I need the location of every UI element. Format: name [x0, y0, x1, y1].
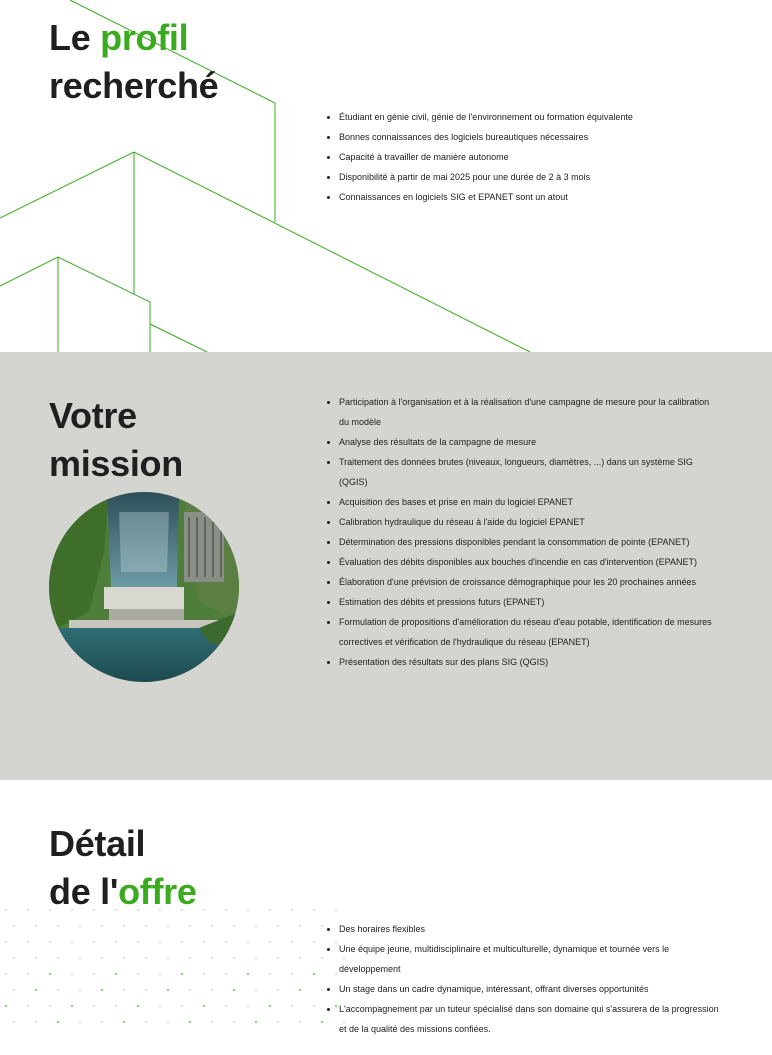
dam-aerial-photo	[49, 492, 239, 682]
decorative-dot	[123, 925, 125, 927]
decorative-dot	[5, 973, 7, 975]
decorative-dot	[299, 925, 301, 927]
decorative-dot	[57, 957, 59, 959]
decorative-dot	[167, 957, 169, 959]
decorative-dot	[123, 957, 125, 959]
mission-list-item: • Calibration hydraulique du réseau à l'aide du logiciel EPANET	[339, 512, 719, 532]
decorative-dot	[313, 973, 315, 975]
decorative-dot	[225, 941, 227, 943]
decorative-dot	[93, 973, 95, 975]
decorative-dot	[49, 973, 51, 975]
decorative-dot	[225, 1005, 227, 1007]
deco-line-low	[0, 257, 150, 352]
offer-list	[322, 919, 719, 1039]
decorative-dot	[313, 941, 315, 943]
decorative-dot	[49, 941, 51, 943]
decorative-dot	[233, 925, 235, 927]
mission-list-item: • Élaboration d'une prévision de croissance démographique pour les 20 prochaines années	[339, 572, 719, 592]
decorative-dot	[167, 925, 169, 927]
decorative-dot	[299, 1021, 301, 1023]
decorative-dot	[79, 957, 81, 959]
dam-photo-illustration	[49, 492, 239, 682]
decorative-dot	[145, 1021, 147, 1023]
decorative-dot	[137, 941, 139, 943]
mission-list-item: • Participation à l'organisation et à la réalisation d'une campagne de mesure pour la calibration du modèle	[339, 392, 719, 432]
decorative-dot	[123, 989, 125, 991]
decorative-dot	[27, 909, 29, 911]
decorative-dot	[299, 957, 301, 959]
decorative-dot	[189, 925, 191, 927]
decorative-dot	[123, 1021, 125, 1023]
mission-title	[49, 392, 183, 488]
decorative-dot	[27, 1005, 29, 1007]
offer-title-line1: Détail	[49, 823, 146, 864]
decorative-dot	[313, 1005, 315, 1007]
decorative-dot	[255, 1021, 257, 1023]
decorative-dot	[313, 909, 315, 911]
mission-list-item: • Évaluation des débits disponibles aux bouches d'incendie en cas d'intervention (EPANET)	[339, 552, 719, 572]
decorative-dot	[101, 1021, 103, 1023]
mission-list-item: • Estimation des débits et pressions futurs (EPANET)	[339, 592, 719, 612]
decorative-dot	[5, 1005, 7, 1007]
offer-list-item: • Une équipe jeune, multidisciplinaire et multiculturelle, dynamique et tournée vers le développement	[339, 939, 719, 979]
mission-title-line1: Votre	[49, 395, 137, 436]
decorative-dot	[277, 1021, 279, 1023]
offer-title-accent: offre	[118, 871, 197, 912]
offer-title	[49, 820, 197, 916]
decorative-dot	[35, 989, 37, 991]
decorative-dot	[277, 989, 279, 991]
decorative-dot	[137, 973, 139, 975]
mission-list-item: • Détermination des pressions disponibles pendant la consommation de pointe (EPANET)	[339, 532, 719, 552]
decorative-dot	[225, 973, 227, 975]
profile-list	[322, 107, 719, 207]
decorative-dot	[203, 909, 205, 911]
decorative-dot	[79, 1021, 81, 1023]
decorative-dot	[247, 1005, 249, 1007]
decorative-dot	[71, 1005, 73, 1007]
decorative-dot	[35, 925, 37, 927]
decorative-dot	[71, 941, 73, 943]
decorative-dot	[181, 1005, 183, 1007]
decorative-dot	[233, 989, 235, 991]
decorative-dot	[269, 941, 271, 943]
decorative-dot	[291, 909, 293, 911]
profile-section	[0, 0, 772, 352]
mission-list-item: • Traitement des données brutes (niveaux, longueurs, diamètres, ...) dans un système SIG (QGIS)	[339, 452, 719, 492]
mission-list-item: • Formulation de propositions d'amélioration du réseau d'eau potable, identification de mesures correctives et vérification de l'hydraulique du réseau (EPANET)	[339, 612, 719, 652]
decorative-dot	[115, 941, 117, 943]
profile-title-plain: Le	[49, 17, 101, 58]
decorative-dot	[181, 973, 183, 975]
decorative-dot	[101, 989, 103, 991]
decorative-dot	[189, 957, 191, 959]
decorative-dot	[49, 1005, 51, 1007]
offer-section	[0, 780, 772, 1055]
decorative-dot	[101, 925, 103, 927]
decorative-dot	[255, 989, 257, 991]
decorative-dot	[167, 1021, 169, 1023]
profile-list-item: • Connaissances en logiciels SIG et EPANET sont un atout	[339, 187, 719, 207]
profile-list-item: • Étudiant en génie civil, génie de l'environnement ou formation équivalente	[339, 107, 719, 127]
decorative-dot	[159, 973, 161, 975]
decorative-dot	[189, 989, 191, 991]
decorative-dot	[335, 909, 337, 911]
decorative-dot	[27, 973, 29, 975]
decorative-dot	[93, 1005, 95, 1007]
decorative-dot	[277, 957, 279, 959]
decorative-dot	[5, 941, 7, 943]
decorative-dot	[79, 989, 81, 991]
mission-title-line2: mission	[49, 443, 183, 484]
decorative-dot	[211, 925, 213, 927]
decorative-dot	[189, 1021, 191, 1023]
decorative-dot	[145, 925, 147, 927]
offer-list-item: • L'accompagnement par un tuteur spécialisé dans son domaine qui s'assurera de la progression et de la qualité des missions confiées.	[339, 999, 719, 1039]
mission-list-item: • Acquisition des bases et prise en main du logiciel EPANET	[339, 492, 719, 512]
decorative-dot	[255, 957, 257, 959]
decorative-dot	[35, 957, 37, 959]
decorative-dot	[35, 1021, 37, 1023]
decorative-dot	[203, 1005, 205, 1007]
decorative-dot	[79, 925, 81, 927]
offer-list-item: • Un stage dans un cadre dynamique, intéressant, offrant diverses opportunités	[339, 979, 719, 999]
mission-list-item: • Analyse des résultats de la campagne de mesure	[339, 432, 719, 452]
decorative-dot	[225, 909, 227, 911]
decorative-dot	[159, 1005, 161, 1007]
decorative-dot	[291, 973, 293, 975]
decorative-dot	[291, 1005, 293, 1007]
decorative-dot	[13, 957, 15, 959]
decorative-dot	[255, 925, 257, 927]
decorative-dot	[13, 925, 15, 927]
decorative-dot	[57, 925, 59, 927]
decorative-dot	[233, 957, 235, 959]
decorative-dot	[247, 909, 249, 911]
decorative-dot	[269, 909, 271, 911]
profile-list-item: • Disponibilité à partir de mai 2025 pour une durée de 2 à 3 mois	[339, 167, 719, 187]
profile-title	[49, 14, 218, 110]
decorative-dot	[233, 1021, 235, 1023]
decorative-dot	[269, 973, 271, 975]
decorative-dot	[5, 909, 7, 911]
profile-list-item: • Bonnes connaissances des logiciels bureautiques nécessaires	[339, 127, 719, 147]
decorative-dot	[211, 957, 213, 959]
decorative-dot	[211, 1021, 213, 1023]
decorative-dot	[101, 957, 103, 959]
decorative-dot	[13, 989, 15, 991]
mission-section	[0, 352, 772, 780]
decorative-dot	[115, 1005, 117, 1007]
decorative-dot	[203, 973, 205, 975]
decorative-dot	[145, 989, 147, 991]
profile-list-item: • Capacité à travailler de manière autonome	[339, 147, 719, 167]
decorative-dot	[291, 941, 293, 943]
decorative-dot	[115, 973, 117, 975]
decorative-dot	[247, 941, 249, 943]
profile-title-line2: recherché	[49, 65, 219, 106]
decorative-dot	[57, 989, 59, 991]
decorative-dot	[167, 989, 169, 991]
mission-list	[322, 392, 719, 672]
decorative-dot	[181, 941, 183, 943]
decorative-dot	[159, 941, 161, 943]
decorative-dot	[71, 973, 73, 975]
deco-line-base	[150, 324, 207, 352]
decorative-dot	[13, 1021, 15, 1023]
decorative-dot	[277, 925, 279, 927]
decorative-dot	[211, 989, 213, 991]
decorative-dot	[269, 1005, 271, 1007]
decorative-dot-pattern	[0, 900, 360, 1055]
decorative-dot	[299, 989, 301, 991]
decorative-dot	[203, 941, 205, 943]
decorative-dot	[145, 957, 147, 959]
offer-title-plain: de l'	[49, 871, 119, 912]
decorative-dot	[137, 1005, 139, 1007]
decorative-dot	[247, 973, 249, 975]
mission-list-item: • Présentation des résultats sur des plans SIG (QGIS)	[339, 652, 719, 672]
offer-list-item: • Des horaires flexibles	[339, 919, 719, 939]
decorative-dot	[57, 1021, 59, 1023]
decorative-dot	[93, 941, 95, 943]
decorative-dot	[27, 941, 29, 943]
profile-title-accent: profil	[100, 17, 189, 58]
